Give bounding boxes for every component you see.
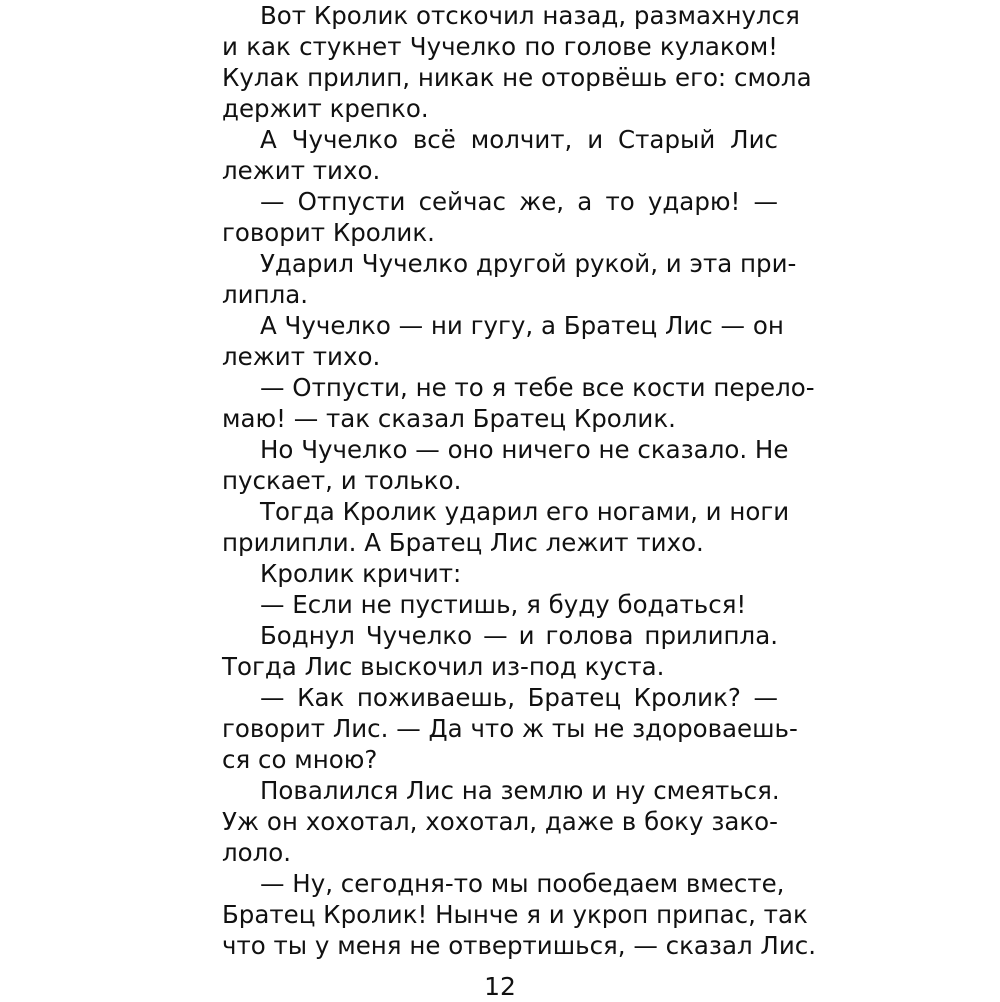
paragraph: [222, 124, 778, 186]
text-line: Вот Кролик отскочил назад, размахнулся: [260, 1, 800, 30]
paragraph: [222, 434, 789, 496]
text-line: Братец Кролик! Нынче я и укроп припас, так: [222, 900, 808, 929]
text-line: маю! — так сказал Братец Кролик.: [222, 404, 676, 433]
text-line: — Если не пустишь, я буду бодаться!: [260, 590, 747, 619]
text-line: Тогда Кролик ударил его ногами, и ноги: [260, 497, 790, 526]
paragraph: [222, 496, 790, 558]
paragraph: [222, 589, 778, 620]
paragraph: [222, 310, 784, 372]
text-line: говорит Лис. — Да что ж ты не здороваешь-: [222, 714, 798, 743]
text-line: Ударил Чучелко другой рукой, и эта при-: [260, 249, 797, 278]
page-body: [222, 0, 817, 961]
text-line: А Чучелко — ни гугу, а Братец Лис — он: [260, 311, 784, 340]
text-line: Уж он хохотал, хохотал, даже в боку зако-: [222, 807, 778, 836]
text-line: говорит Кролик.: [222, 218, 435, 247]
text-line: липла.: [222, 280, 309, 309]
text-line: А Чучелко всё молчит, и Старый Лис: [260, 125, 778, 154]
text-line: Повалился Лис на землю и ну смеяться.: [260, 776, 780, 805]
text-line: держит крепко.: [222, 94, 429, 123]
text-line: ся со мною?: [222, 745, 378, 774]
text-line: — Ну, сегодня-то мы пообедаем вместе,: [260, 869, 785, 898]
paragraph: [222, 682, 798, 775]
text-line: Кролик кричит:: [260, 559, 462, 588]
text-line: — Отпусти сейчас же, а то ударю! —: [260, 187, 778, 216]
text-line: пускает, и только.: [222, 466, 462, 495]
text-line: и как стукнет Чучелко по голове кулаком!: [222, 32, 778, 61]
text-line: лоло.: [222, 838, 292, 867]
text-line: Но Чучелко — оно ничего не сказало. Не: [260, 435, 789, 464]
paragraph: [222, 372, 815, 434]
paragraph: [222, 558, 778, 589]
text-line: Тогда Лис выскочил из-под куста.: [222, 652, 665, 681]
paragraph: [222, 868, 817, 961]
text-line: — Отпусти, не то я тебе все кости перело-: [260, 373, 815, 402]
text-line: лежит тихо.: [222, 156, 381, 185]
paragraph: [222, 0, 812, 124]
paragraph: [222, 775, 778, 868]
text-line: лежит тихо.: [222, 342, 381, 371]
paragraph: [222, 620, 778, 682]
text-line: — Как поживаешь, Братец Кролик? —: [260, 683, 778, 712]
page-number: 12: [484, 972, 516, 1001]
text-line: прилипли. А Братец Лис лежит тихо.: [222, 528, 704, 557]
text-line: Боднул Чучелко — и голова прилипла.: [260, 621, 778, 650]
text-line: что ты у меня не отвертишься, — сказал Лис.: [222, 931, 817, 960]
paragraph: [222, 186, 778, 248]
text-line: Кулак прилип, никак не оторвёшь его: смола: [222, 63, 812, 92]
paragraph: [222, 248, 797, 310]
